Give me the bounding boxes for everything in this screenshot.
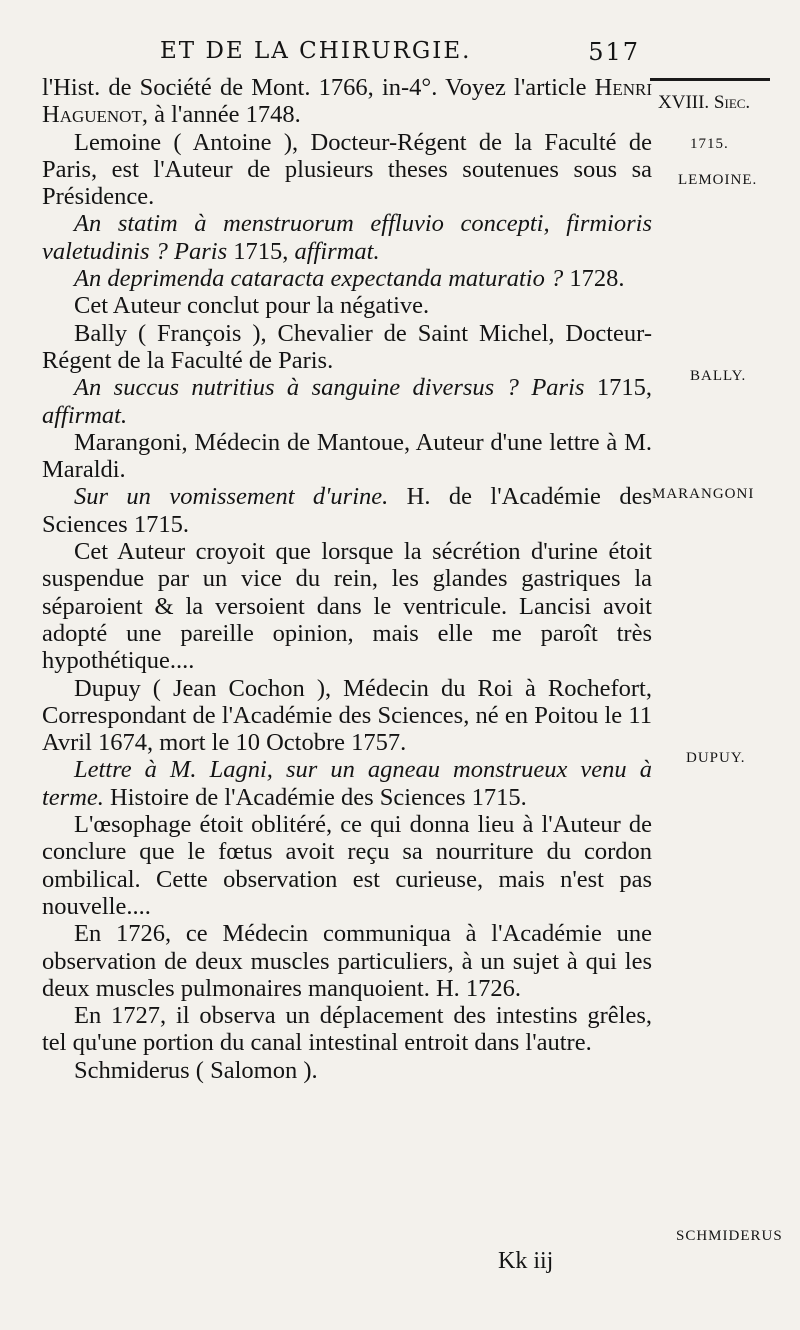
thesis-title: An statim à menstruorum effluvio concepti, firmioris valetudinis ? Paris 1715, affirmat. — [42, 210, 652, 265]
margin-year: 1715. — [690, 136, 729, 152]
body-text — [42, 74, 652, 1084]
thesis-title: An succus nutritius à sanguine diversus ? Paris 1715, affirmat. — [42, 374, 653, 429]
margin-name-marangoni: MARANGONI — [652, 486, 755, 502]
margin-name-schmiderus: SCHMIDERUS — [676, 1228, 783, 1244]
signature-mark: Kk iij — [498, 1248, 554, 1274]
margin-century: XVIII. Siec. — [658, 92, 751, 113]
paragraph-lemoine: Lemoine ( Antoine ), Docteur-Régent de la Faculté de Paris, est l'Auteur de plusieurs theses soutenues sous sa Présidence. — [42, 128, 652, 211]
page-header — [120, 38, 640, 78]
margin-rule — [650, 78, 770, 81]
work-title: Lettre à M. Lagni, sur un agneau monstrueux venu à terme. Histoire de l'Académie des Sciences 1715. — [42, 756, 652, 811]
margin-name-bally: BALLY. — [690, 368, 747, 384]
work-title: Sur un vomissement d'urine. H. de l'Académie des Sciences 1715. — [42, 483, 652, 538]
paragraph-continuation: l'Hist. de Société de Mont. 1766, in-4°. Voyez l'article Henri Haguenot, à l'année 1748. — [42, 74, 653, 129]
paragraph-schmiderus: Schmiderus ( Salomon ). — [74, 1056, 318, 1084]
paragraph-bally: Bally ( François ), Chevalier de Saint Michel, Docteur-Régent de la Faculté de Paris. — [42, 319, 652, 374]
paragraph-observation: En 1726, ce Médecin communiqua à l'Académie une observation de deux muscles particuliers, à un sujet à qui les deux muscles pulmonaires manquoient. H. 1726. — [42, 920, 652, 1002]
thesis-title: An deprimenda cataracta expectanda maturatio ? 1728. — [74, 265, 625, 293]
paragraph-commentary: L'œsophage étoit oblitéré, ce qui donna lieu à l'Auteur de conclure que le fœtus avoit reçu sa nourriture du cordon ombilical. Cette observation est curieuse, mais n'est pas nouvelle.... — [42, 811, 652, 920]
paragraph-commentary: Cet Auteur croyoit que lorsque la sécrétion d'urine étoit suspendue par un vice du rein, les glandes gastriques la séparoient & la versoient dans le ventricule. Lancisi avoit adopté une pareille opinion, mais elle me paroît très hypothétique.... — [42, 538, 652, 675]
margin-name-lemoine: LEMOINE. — [678, 172, 758, 188]
paragraph-marangoni: Marangoni, Médecin de Mantoue, Auteur d'une lettre à M. Maraldi. — [42, 428, 652, 484]
paragraph-conclusion: Cet Auteur conclut pour la négative. — [74, 292, 430, 320]
margin-name-dupuy: DUPUY. — [686, 750, 746, 766]
running-title: ET DE LA CHIRURGIE. — [160, 38, 472, 64]
page-number: 517 — [588, 38, 640, 66]
paragraph-dupuy: Dupuy ( Jean Cochon ), Médecin du Roi à Rochefort, Correspondant de l'Académie des Sciences, né en Poitou le 11 Avril 1674, mort le 10 Octobre 1757. — [42, 674, 652, 757]
paragraph-observation: En 1727, il observa un déplacement des intestins grêles, tel qu'une portion du canal intestinal entroit dans l'autre. — [42, 1002, 652, 1057]
